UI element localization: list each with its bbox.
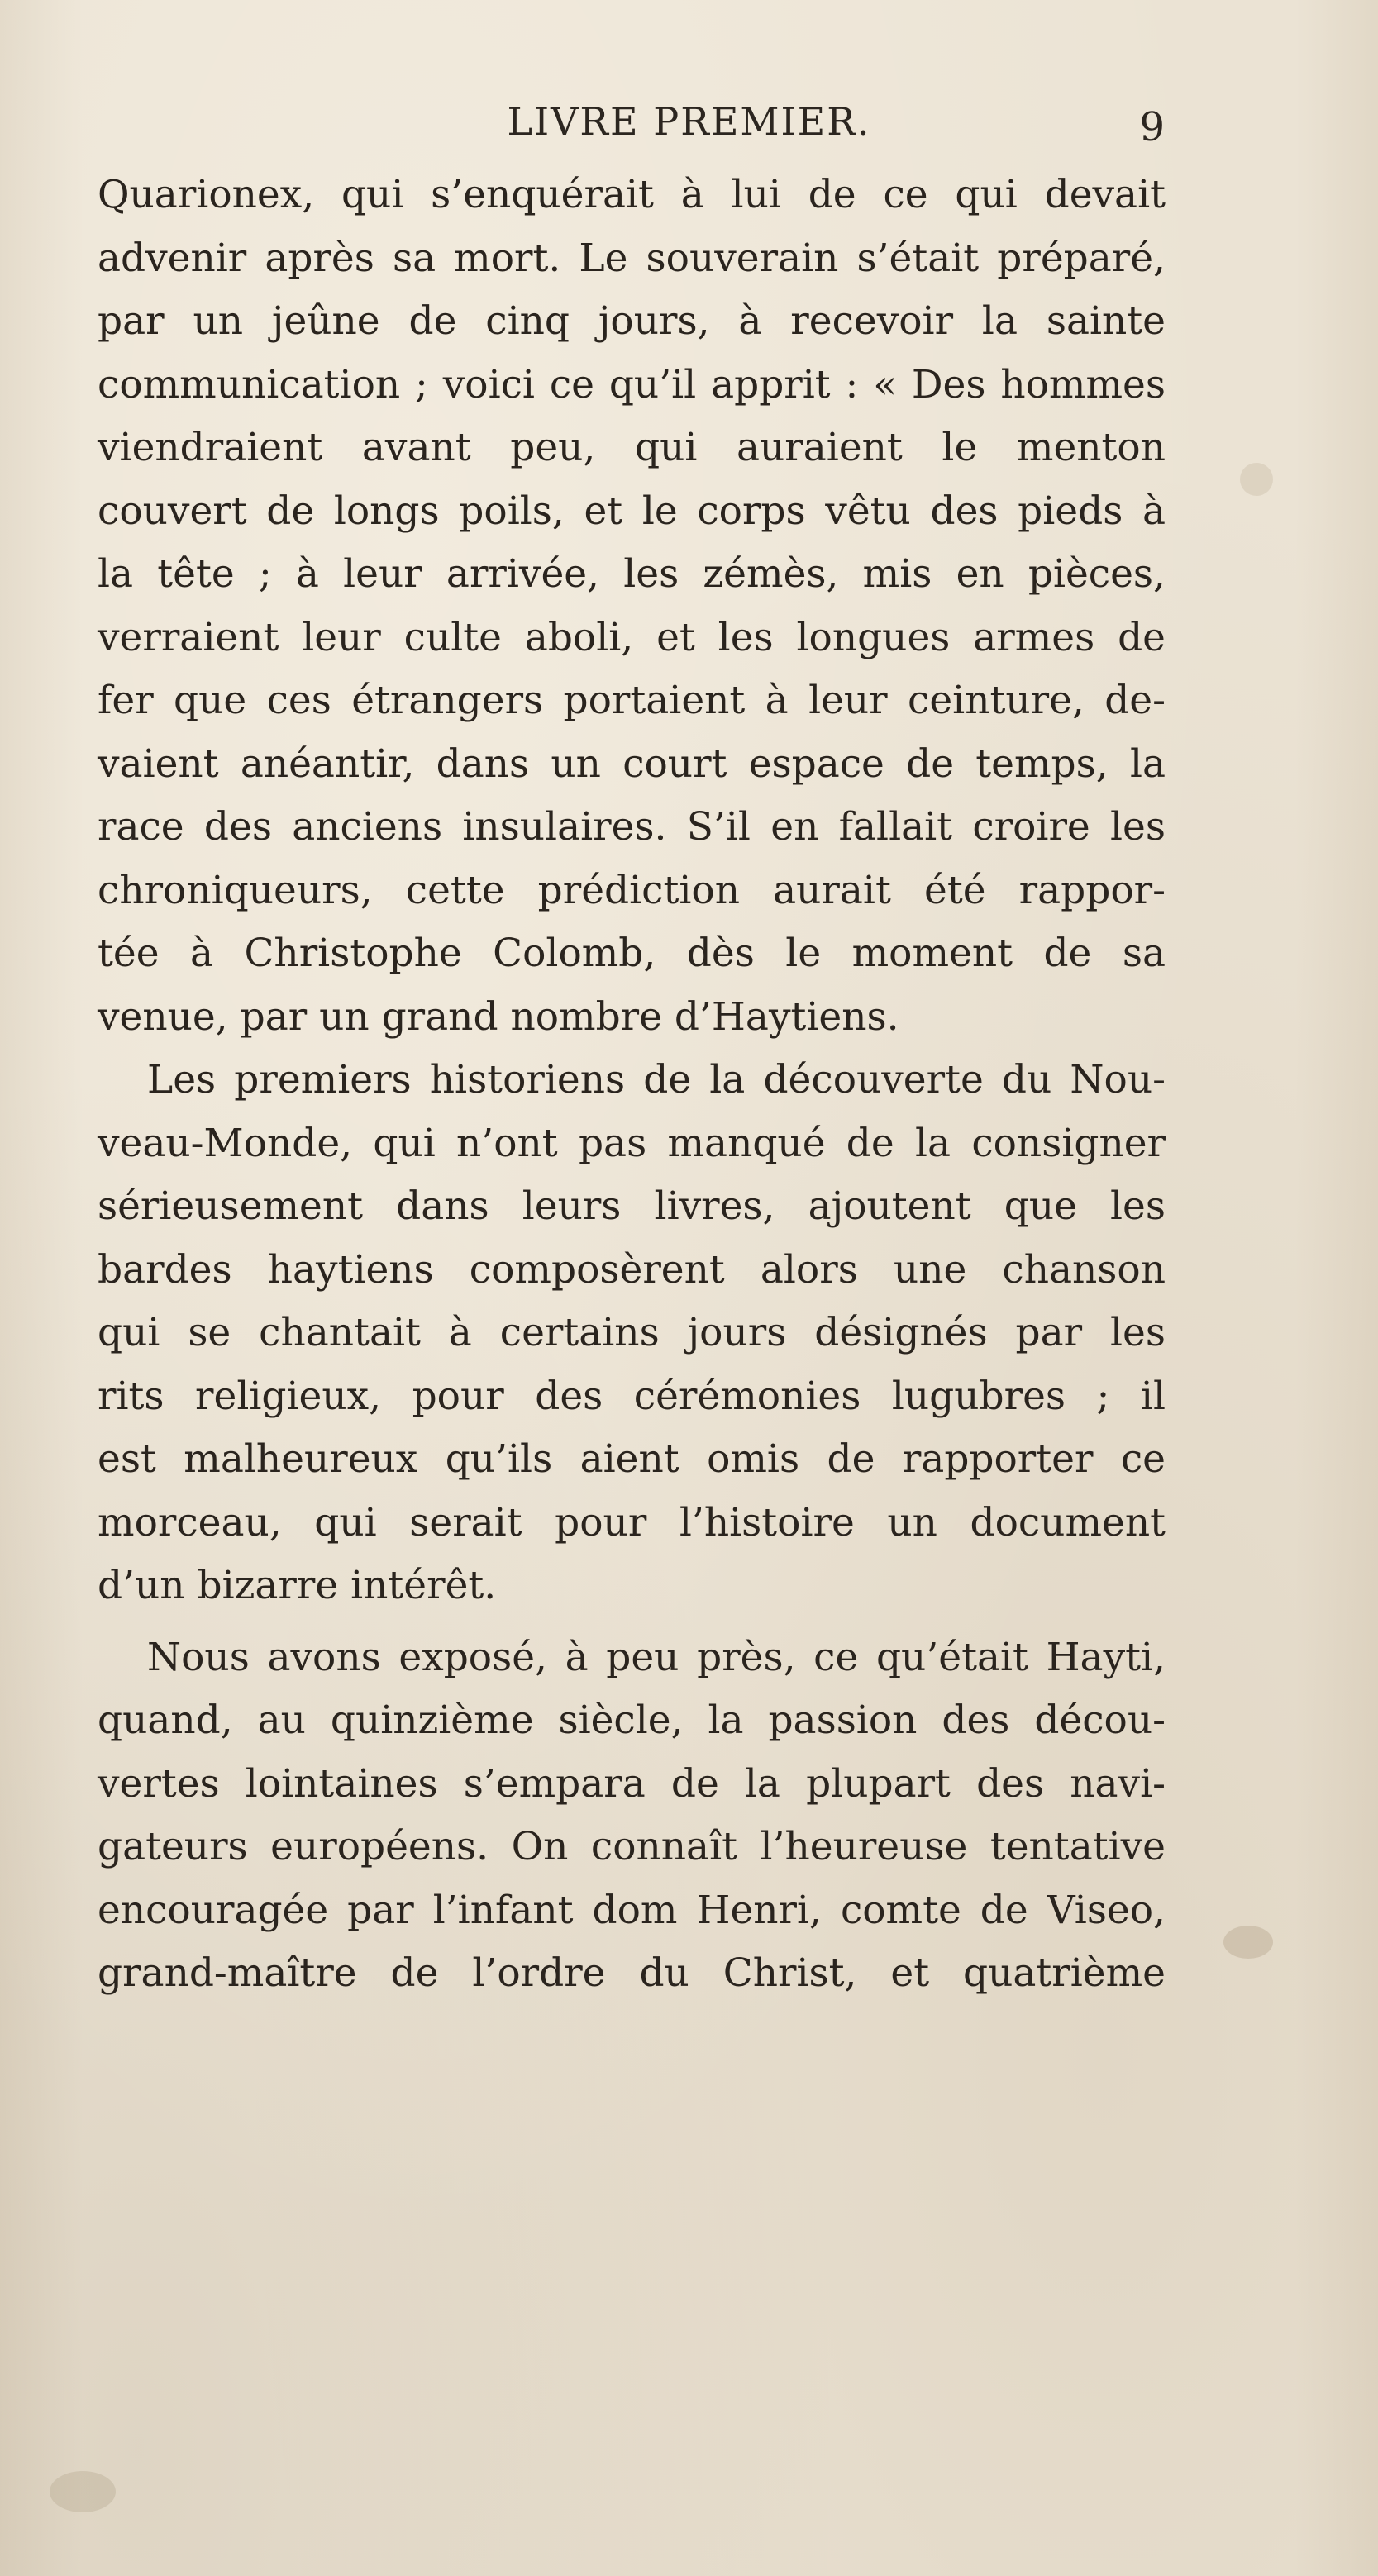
text-line: Quarionex, qui s’enquérait à lui de ce qui devait [98,172,1166,217]
text-line: fer que ces étrangers portaient à leur ceinture, de- [98,678,1166,723]
text-line: sérieusement dans leurs livres, ajoutent que les [98,1183,1166,1229]
text-line: viendraient avant peu, qui auraient le menton [98,425,1166,470]
page-number: 9 [1139,104,1165,150]
text-line: qui se chantait à certains jours désignés par les [98,1310,1166,1355]
running-head: LIVRE PREMIER. [507,99,871,144]
paragraph-gap [98,1618,1166,1626]
text-line: encouragée par l’infant dom Henri, comte de Viseo, [98,1887,1166,1933]
text-line: chroniqueurs, cette prédiction aurait été rappor- [98,867,1166,913]
text-line: la tête ; à leur arrivée, les zémès, mis en pièces, [98,551,1166,597]
text-line: est malheureux qu’ils aient omis de rapporter ce [98,1436,1166,1482]
text-line: verraient leur culte aboli, et les longues armes de [98,614,1166,660]
text-line: grand-maître de l’ordre du Christ, et quatrième [98,1950,1166,1996]
paragraph [98,1049,1166,1618]
paragraph [98,164,1166,1049]
text-line: d’un bizarre intérêt. [98,1563,497,1608]
text-line: Nous avons exposé, à peu près, ce qu’était Hayti, [147,1634,1166,1680]
paper-stain [1240,463,1273,496]
text-line: bardes haytiens composèrent alors une chanson [98,1246,1166,1293]
text-line: gateurs européens. On connaît l’heureuse tentative [98,1824,1166,1869]
text-line: race des anciens insulaires. S’il en fallait croire les [98,804,1166,850]
text-line: rits religieux, pour des cérémonies lugubres ; il [98,1373,1166,1419]
text-line: vertes lointaines s’empara de la plupart des navi- [98,1760,1166,1807]
text-line: morceau, qui serait pour l’histoire un document [98,1499,1166,1545]
body-text [98,164,1166,2006]
text-line: par un jeûne de cinq jours, à recevoir la sainte [98,298,1166,344]
paragraph [98,1626,1166,2006]
text-line: Les premiers historiens de la découverte du Nou- [147,1057,1166,1102]
paper-stain [50,2471,116,2512]
text-line: communication ; voici ce qu’il apprit : « Des hommes [98,361,1166,407]
text-line: couvert de longs poils, et le corps vêtu des pieds à [98,488,1166,534]
text-line: venue, par un grand nombre d’Haytiens. [98,993,899,1040]
page-header [0,89,1378,155]
paper-stain [1223,1926,1273,1959]
text-line: tée à Christophe Colomb, dès le moment de sa [98,931,1166,976]
text-line: veau-Monde, qui n’ont pas manqué de la consigner [98,1120,1166,1166]
text-line: vaient anéantir, dans un court espace de temps, la [98,740,1166,787]
text-line: quand, au quinzième siècle, la passion des décou- [98,1697,1166,1743]
text-line: advenir après sa mort. Le souverain s’était préparé, [98,235,1166,281]
